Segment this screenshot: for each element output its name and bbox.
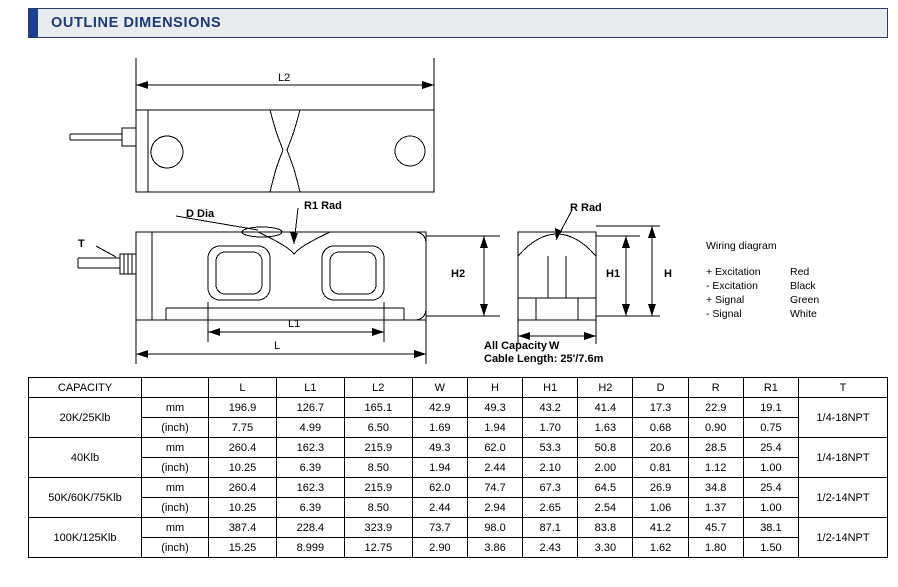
label-h2: H2 <box>451 268 466 280</box>
value-cell: 6.39 <box>276 458 344 478</box>
thread-cell: 1/2-14NPT <box>799 478 888 518</box>
column-header-h1: H1 <box>523 378 578 398</box>
value-cell: 3.86 <box>467 538 522 558</box>
value-cell: 87.1 <box>523 518 578 538</box>
value-cell: 2.54 <box>578 498 633 518</box>
value-cell: 260.4 <box>209 478 277 498</box>
value-cell: 73.7 <box>412 518 467 538</box>
value-cell: 8.50 <box>344 458 412 478</box>
wiring-wire-color: White <box>790 308 817 320</box>
wiring-signal-name: - Excitation <box>706 280 758 292</box>
value-cell: 6.39 <box>276 498 344 518</box>
wiring-wire-color: Green <box>790 294 820 306</box>
capacity-cell: 40Klb <box>29 438 142 478</box>
unit-cell: mm <box>142 478 209 498</box>
unit-cell: mm <box>142 438 209 458</box>
label-l2: L2 <box>278 72 291 84</box>
table-row <box>29 418 888 438</box>
column-header-l1: L1 <box>276 378 344 398</box>
value-cell: 6.50 <box>344 418 412 438</box>
wiring-signal-name: + Signal <box>706 294 745 306</box>
cable-note-line1: All Capacity <box>484 340 547 352</box>
value-cell: 10.25 <box>209 498 277 518</box>
value-cell: 162.3 <box>276 438 344 458</box>
label-r1-rad: R1 Rad <box>304 200 342 212</box>
value-cell: 19.1 <box>743 398 798 418</box>
value-cell: 323.9 <box>344 518 412 538</box>
value-cell: 1.12 <box>688 458 743 478</box>
header-accent-bar <box>29 9 38 37</box>
table-row <box>29 538 888 558</box>
value-cell: 67.3 <box>523 478 578 498</box>
value-cell: 1.63 <box>578 418 633 438</box>
value-cell: 41.2 <box>633 518 688 538</box>
value-cell: 34.8 <box>688 478 743 498</box>
column-header-r: R <box>688 378 743 398</box>
wiring-row <box>706 308 817 320</box>
value-cell: 62.0 <box>467 438 522 458</box>
value-cell: 1.37 <box>688 498 743 518</box>
value-cell: 83.8 <box>578 518 633 538</box>
value-cell: 2.43 <box>523 538 578 558</box>
value-cell: 2.44 <box>412 498 467 518</box>
value-cell: 45.7 <box>688 518 743 538</box>
wiring-row <box>706 266 809 278</box>
column-header-l: L <box>209 378 277 398</box>
value-cell: 25.4 <box>743 478 798 498</box>
value-cell: 2.00 <box>578 458 633 478</box>
wiring-signal-name: + Excitation <box>706 266 761 278</box>
table-row <box>29 398 888 418</box>
value-cell: 165.1 <box>344 398 412 418</box>
label-l1: L1 <box>288 318 301 330</box>
value-cell: 49.3 <box>467 398 522 418</box>
value-cell: 1.62 <box>633 538 688 558</box>
value-cell: 1.80 <box>688 538 743 558</box>
value-cell: 17.3 <box>633 398 688 418</box>
value-cell: 28.5 <box>688 438 743 458</box>
column-header-unit <box>142 378 209 398</box>
unit-cell: (inch) <box>142 458 209 478</box>
value-cell: 1.94 <box>412 458 467 478</box>
column-header-h2: H2 <box>578 378 633 398</box>
label-t: T <box>78 238 85 250</box>
value-cell: 8.50 <box>344 498 412 518</box>
capacity-cell: 100K/125Klb <box>29 518 142 558</box>
value-cell: 2.10 <box>523 458 578 478</box>
value-cell: 228.4 <box>276 518 344 538</box>
value-cell: 1.94 <box>467 418 522 438</box>
thread-cell: 1/4-18NPT <box>799 438 888 478</box>
unit-cell: (inch) <box>142 538 209 558</box>
value-cell: 12.75 <box>344 538 412 558</box>
value-cell: 26.9 <box>633 478 688 498</box>
wiring-wire-color: Red <box>790 266 810 278</box>
value-cell: 20.6 <box>633 438 688 458</box>
unit-cell: (inch) <box>142 498 209 518</box>
value-cell: 1.06 <box>633 498 688 518</box>
value-cell: 50.8 <box>578 438 633 458</box>
value-cell: 0.75 <box>743 418 798 438</box>
thread-cell: 1/2-14NPT <box>799 518 888 558</box>
value-cell: 215.9 <box>344 438 412 458</box>
value-cell: 3.30 <box>578 538 633 558</box>
value-cell: 15.25 <box>209 538 277 558</box>
value-cell: 1.70 <box>523 418 578 438</box>
unit-cell: mm <box>142 398 209 418</box>
table-row <box>29 518 888 538</box>
value-cell: 126.7 <box>276 398 344 418</box>
value-cell: 10.25 <box>209 458 277 478</box>
dimensions-table <box>28 377 888 558</box>
value-cell: 0.90 <box>688 418 743 438</box>
value-cell: 0.68 <box>633 418 688 438</box>
table-row <box>29 458 888 478</box>
column-header-l2: L2 <box>344 378 412 398</box>
value-cell: 387.4 <box>209 518 277 538</box>
value-cell: 38.1 <box>743 518 798 538</box>
value-cell: 53.3 <box>523 438 578 458</box>
column-header-w: W <box>412 378 467 398</box>
value-cell: 8.999 <box>276 538 344 558</box>
value-cell: 162.3 <box>276 478 344 498</box>
wiring-row <box>706 294 819 306</box>
label-d-dia: D Dia <box>186 208 215 220</box>
value-cell: 1.50 <box>743 538 798 558</box>
value-cell: 2.94 <box>467 498 522 518</box>
value-cell: 0.81 <box>633 458 688 478</box>
value-cell: 1.00 <box>743 498 798 518</box>
column-header-h: H <box>467 378 522 398</box>
label-h1: H1 <box>606 268 621 280</box>
value-cell: 49.3 <box>412 438 467 458</box>
label-w: W <box>549 340 560 352</box>
value-cell: 2.65 <box>523 498 578 518</box>
label-h: H <box>664 268 672 280</box>
table-row <box>29 478 888 498</box>
column-header-r1: R1 <box>743 378 798 398</box>
value-cell: 260.4 <box>209 438 277 458</box>
cable-note-line2: Cable Length: 25'/7.6m <box>484 353 604 365</box>
value-cell: 196.9 <box>209 398 277 418</box>
value-cell: 4.99 <box>276 418 344 438</box>
wiring-diagram-title: Wiring diagram <box>706 240 777 252</box>
thread-cell: 1/4-18NPT <box>799 398 888 438</box>
wiring-wire-color: Black <box>790 280 816 292</box>
value-cell: 62.0 <box>412 478 467 498</box>
table-row <box>29 438 888 458</box>
capacity-cell: 50K/60K/75Klb <box>29 478 142 518</box>
value-cell: 1.69 <box>412 418 467 438</box>
value-cell: 2.44 <box>467 458 522 478</box>
outline-drawing <box>0 40 898 375</box>
value-cell: 41.4 <box>578 398 633 418</box>
value-cell: 2.90 <box>412 538 467 558</box>
column-header-d: D <box>633 378 688 398</box>
value-cell: 74.7 <box>467 478 522 498</box>
value-cell: 1.00 <box>743 458 798 478</box>
wiring-signal-name: - Signal <box>706 308 742 320</box>
value-cell: 64.5 <box>578 478 633 498</box>
drawing-svg <box>0 40 898 375</box>
section-header <box>28 8 888 38</box>
unit-cell: mm <box>142 518 209 538</box>
column-header-t: T <box>799 378 888 398</box>
unit-cell: (inch) <box>142 418 209 438</box>
page-title: OUTLINE DIMENSIONS <box>51 15 222 31</box>
value-cell: 25.4 <box>743 438 798 458</box>
column-header-capacity: CAPACITY <box>29 378 142 398</box>
value-cell: 98.0 <box>467 518 522 538</box>
table-row <box>29 498 888 518</box>
value-cell: 42.9 <box>412 398 467 418</box>
value-cell: 22.9 <box>688 398 743 418</box>
value-cell: 7.75 <box>209 418 277 438</box>
value-cell: 215.9 <box>344 478 412 498</box>
capacity-cell: 20K/25Klb <box>29 398 142 438</box>
label-l: L <box>274 340 281 352</box>
value-cell: 43.2 <box>523 398 578 418</box>
wiring-row <box>706 280 816 292</box>
table-header-row <box>29 378 888 398</box>
label-r-rad: R Rad <box>570 202 602 214</box>
